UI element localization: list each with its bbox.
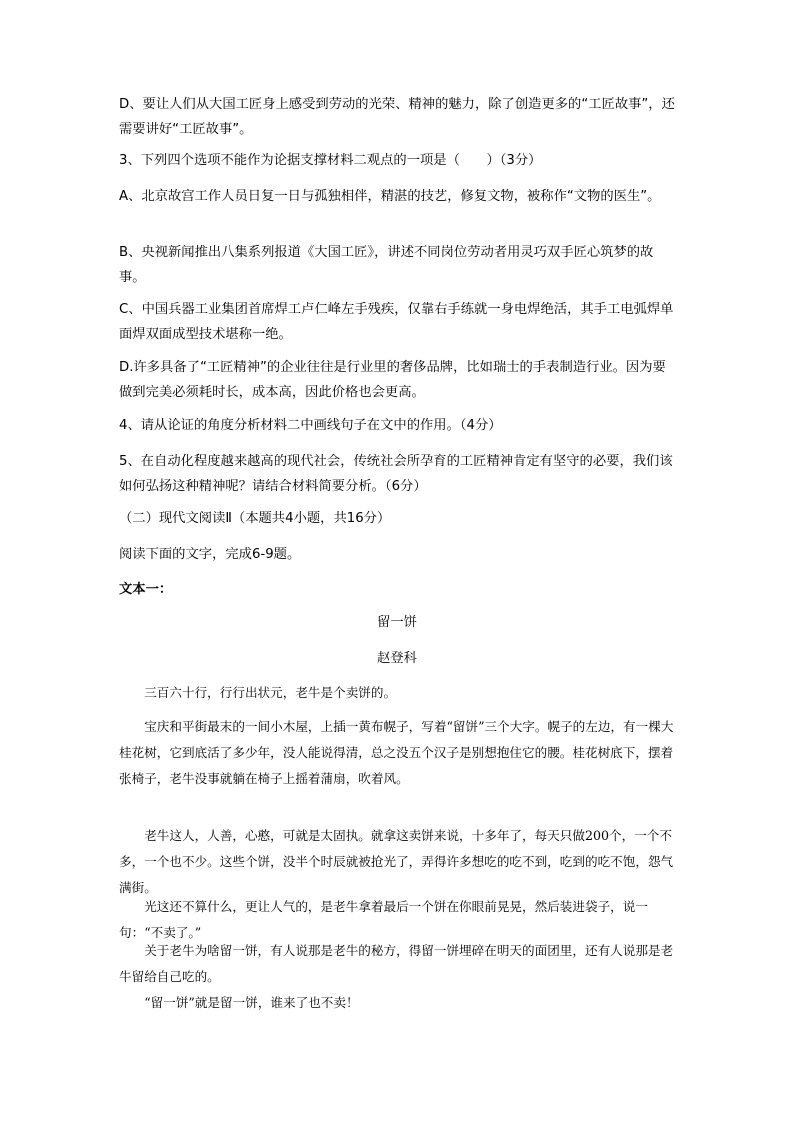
story-paragraph-3: 老牛这人，人善，心憨，可就是太固执。就拿这卖饼来说，十多年了，每天只做200个，一个不多，一个也不少。这些个饼，没半个时辰就被抢光了，弄得许多想吃的吃不到，吃到的吃不饱，怨气满街。 — [119, 828, 674, 895]
section-instruction: 阅读下面的文字，完成6-9题。 — [119, 547, 301, 562]
option-d-previous: D、要让人们从大国工匠身上感受到劳动的光荣、精神的魅力，除了创造更多的“工匠故事”，还需要讲好“工匠故事”。 — [119, 97, 675, 137]
story-paragraph-2: 宝庆和平街最末的一间小木屋，上插一黄布幌子，写着“留饼”三个大字。幌子的左边，有一棵大桂花树，它到底活了多少年，没人能说得清，总之没五个汉子是别想抱住它的腰。桂花树底下，摆着张椅子，老牛没事就躺在椅子上摇着蒲扇，吹着风。 — [119, 719, 674, 786]
question-5: 5、在自动化程度越来越高的现代社会，传统社会所孕育的工匠精神肯定有坚守的必要，我们该如何弘扬这种精神呢？请结合材料简要分析。（6分） — [119, 454, 673, 494]
section-heading: （二）现代文阅读Ⅱ（本题共4小题，共16分） — [119, 511, 391, 526]
story-paragraph-4: 光这还不算什么，更让人气的，是老牛拿着最后一个饼在你眼前晃晃，然后装进袋子，说一句：“不卖了。” — [119, 899, 648, 940]
text-one-label: 文本一： — [119, 582, 173, 597]
story-author: 赵登科 — [377, 651, 417, 666]
story-paragraph-1: 三百六十行，行行出状元，老牛是个卖饼的。 — [144, 685, 397, 700]
story-paragraph-5: 关于老牛为啥留一饼，有人说那是老牛的秘方，得留一饼埋碎在明天的面团里，还有人说那是老牛留给自己吃的。 — [119, 943, 674, 984]
question-3: 3、下列四个选项不能作为论据支撑材料二观点的一项是（ ）（3分） — [119, 153, 542, 168]
story-paragraph-6: “留一饼”就是留一饼，谁来了也不卖！ — [144, 995, 359, 1010]
question-3-option-b: B、央视新闻推出八集系列报道《大国工匠》，讲述不同岗位劳动者用灵巧双手匠心筑梦的故事。 — [119, 245, 654, 285]
question-3-option-a: A、北京故宫工作人员日复一日与孤独相伴，精湛的技艺，修复文物，被称作“文物的医生”。 — [119, 189, 661, 204]
question-3-option-d: D.许多具备了“工匠精神”的企业往往是行业里的奢侈品牌，比如瑞士的手表制造行业。因为要做到完美必须耗时长，成本高，因此价格也会更高。 — [119, 360, 666, 400]
question-4: 4、请从论证的角度分析材料二中画线句子在文中的作用。（4分） — [119, 418, 502, 433]
question-3-option-c: C、中国兵器工业集团首席焊工卢仁峰左手残疾，仅靠右手练就一身电焊绝活，其手工电弧焊单面焊双面成型技术堪称一绝。 — [119, 302, 674, 342]
story-title: 留一饼 — [377, 615, 417, 630]
